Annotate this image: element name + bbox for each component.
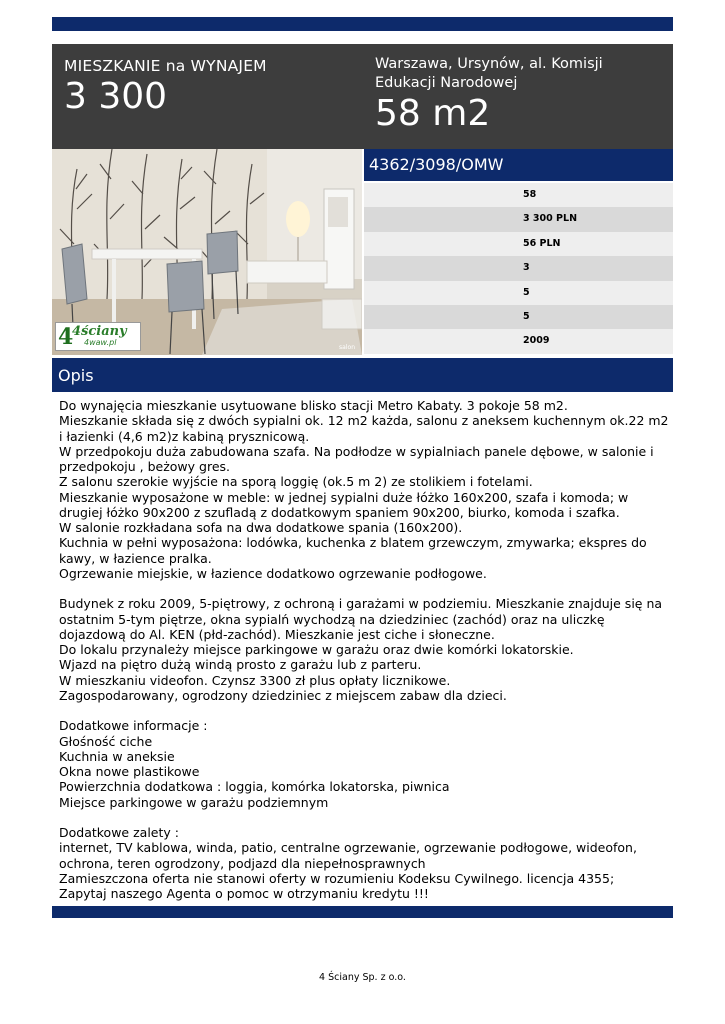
description-header: [52, 358, 673, 392]
detail-row: [364, 281, 673, 305]
detail-row: [364, 329, 673, 353]
top-band: [52, 17, 673, 31]
reference-number: 4362/3098/OMW: [369, 155, 504, 174]
detail-value: 5: [523, 310, 530, 322]
apartment-photo: [52, 149, 362, 355]
detail-value: 3 300 PLN: [523, 213, 578, 225]
logo-mark: 4: [58, 324, 74, 350]
description-title: Opis: [58, 366, 94, 385]
logo-sub: 4waw.pl: [84, 338, 117, 347]
detail-value: 3: [523, 262, 530, 274]
logo-text: 4ściany: [72, 324, 127, 339]
bottom-band: [52, 906, 673, 918]
address: Warszawa, Ursynów, al. Komisji Edukacji Narodowej: [375, 56, 603, 91]
detail-row: [364, 207, 673, 231]
detail-value: 5: [523, 286, 530, 298]
price: 3 300: [64, 76, 168, 117]
detail-row: [364, 256, 673, 280]
details-table: [364, 183, 673, 354]
detail-row: [364, 305, 673, 329]
reference-bar: [364, 149, 673, 181]
description-text: Do wynajęcia mieszkanie usytuowane blisko stacji Metro Kabaty. 3 pokoje 58 m2. Mieszkanie składa się z dwóch sypialni ok. 12 m2 każda, salonu z aneksem kuchennym ok.22 m2 i łazienki (4,6 m2)z kabiną prysznicową. W przedpokoju duża zabudowana szafa. Na podłodze w sypialniach panele dębowe, w salonie i przedpokoju , beżowy gres. Z salonu szerokie wyjście na sporą loggię (ok.5 m 2) ze stolikiem i fotelami. Mieszkanie wyposażone w meble: w jednej sypialni duże łóżko 160x200, szafa i komoda; w drugiej łóżko 90x200 z szufladą z dodatkowym spaniem 90x200, biurko, komoda i szafka. W salonie rozkładana sofa na dwa dodatkowe spania (160x200). Kuchnia w pełni wyposażona: lodówka, kuchenka z blatem grzewczym, zmywarka; ekspres do kawy, w łazience pralka. Ogrzewanie miejskie, w łazience dodatkowo ogrzewanie podłogowe. Budynek z roku 2009, 5-piętrowy, z ochroną i garażami w podziemiu. Mieszkanie znajduje się na ostatnim 5-tym piętrze, okna sypialń wychodzą na dziedziniec (zachód) oraz na uliczkę dojazdową do Al. KEN (płd-zachód). Mieszkanie jest ciche i słoneczne. Do lokalu przynależy miejsce parkingowe w garażu oraz dwie komórki lokatorskie. Wjazd na piętro dużą windą prosto z garażu lub z parteru. W mieszkaniu videofon. Czynsz 3300 zł plus opłaty licznikowe. Zagospodarowany, ogrodzony dziedziniec z miejscem zabaw dla dzieci. Dodatkowe informacje : Głośność ciche Kuchnia w aneksie Okna nowe plastikowe Powierzchnia dodatkowa : loggia, komórka lokatorska, piwnica Miejsce parkingowe w garażu podziemnym Dodatkowe zalety : internet, TV kablowa, winda, patio, centralne ogrzewanie, ogrzewanie podłogowe, wideofon, ochrona, teren ogrodzony, podjazd dla niepełnosprawnych Zamieszczona oferta nie stanowi oferty w rozumieniu Kodeksu Cywilnego. licencja 4355; Zapytaj naszego Agenta o pomoc w otrzymaniu kredytu !!!: [59, 398, 669, 901]
footer-company: 4 Ściany Sp. z o.o.: [319, 972, 406, 983]
detail-value: 56 PLN: [523, 237, 561, 249]
detail-row: [364, 232, 673, 256]
detail-row: [364, 183, 673, 207]
listing-header: [52, 44, 673, 149]
detail-value: 58: [523, 189, 537, 200]
photo-caption: salon: [339, 344, 355, 351]
offer-type: MIESZKANIE na WYNAJEM: [64, 57, 267, 75]
detail-value: 2009: [523, 335, 550, 347]
agency-logo: [55, 322, 141, 351]
area: 58 m2: [375, 93, 491, 134]
